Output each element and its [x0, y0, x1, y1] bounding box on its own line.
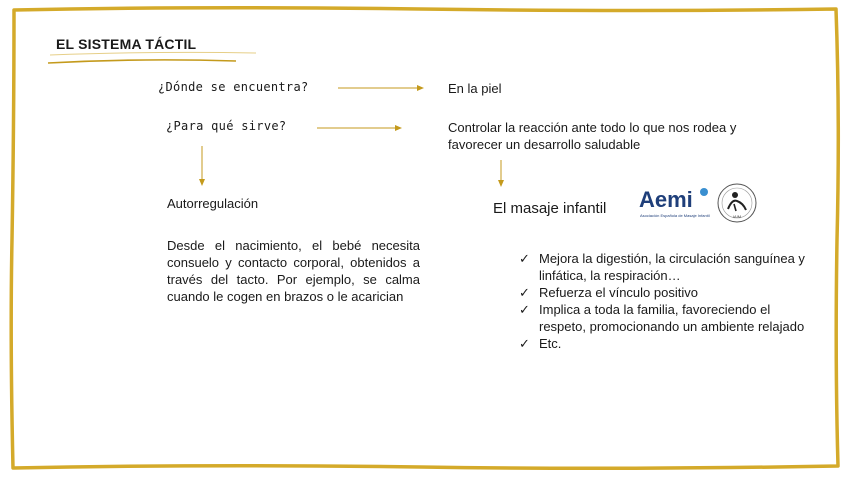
benefit-item [519, 284, 809, 301]
arrow-right-icon [338, 85, 424, 91]
arrow-down-icon [498, 160, 504, 187]
aemi-logo [638, 184, 712, 222]
arrow-down-icon [199, 146, 205, 186]
iaim-seal-logo [716, 182, 758, 224]
slide-border [11, 8, 838, 469]
slide-title: EL SISTEMA TÁCTIL [56, 36, 197, 52]
benefit-text: Implica a toda la familia, favoreciendo el respeto, promocionando un ambiente relajado [539, 302, 805, 334]
autorregulacion-heading: Autorregulación [167, 196, 259, 211]
benefit-text: Mejora la digestión, la circulación sanguínea y linfática, la respiración… [539, 251, 805, 283]
autorregulacion-description: Desde el nacimiento, el bebé necesita consuelo y contacto corporal, obtenidos a través del tacto. Por ejemplo, se calma cuando le cogen en brazos o le acarician [167, 238, 420, 304]
masaje-heading: El masaje infantil [493, 200, 607, 217]
benefit-text: Etc. [539, 336, 562, 351]
check-icon: ✓ [519, 285, 530, 300]
benefit-item [519, 301, 809, 335]
aemi-logo-caption: Asociación Española de Masaje Infantil [640, 213, 710, 218]
check-icon: ✓ [519, 302, 530, 317]
aemi-logo-text: Aemi [639, 187, 693, 212]
answer-where: En la piel [448, 81, 502, 96]
benefit-text: Refuerza el vínculo positivo [539, 285, 698, 300]
title-underline [48, 60, 236, 63]
question-purpose: ¿Para qué sirve? [166, 119, 287, 133]
iaim-seal-caption: IAIM [732, 214, 742, 219]
check-icon: ✓ [519, 336, 530, 351]
question-where: ¿Dónde se encuentra? [158, 80, 309, 94]
arrow-right-icon [317, 125, 402, 131]
answer-purpose: Controlar la reacción ante todo lo que nos rodea y favorecer un desarrollo saludable [448, 120, 737, 152]
benefit-item [519, 335, 809, 352]
check-icon: ✓ [519, 251, 530, 266]
benefits-list [519, 250, 809, 352]
benefit-item [519, 250, 809, 284]
